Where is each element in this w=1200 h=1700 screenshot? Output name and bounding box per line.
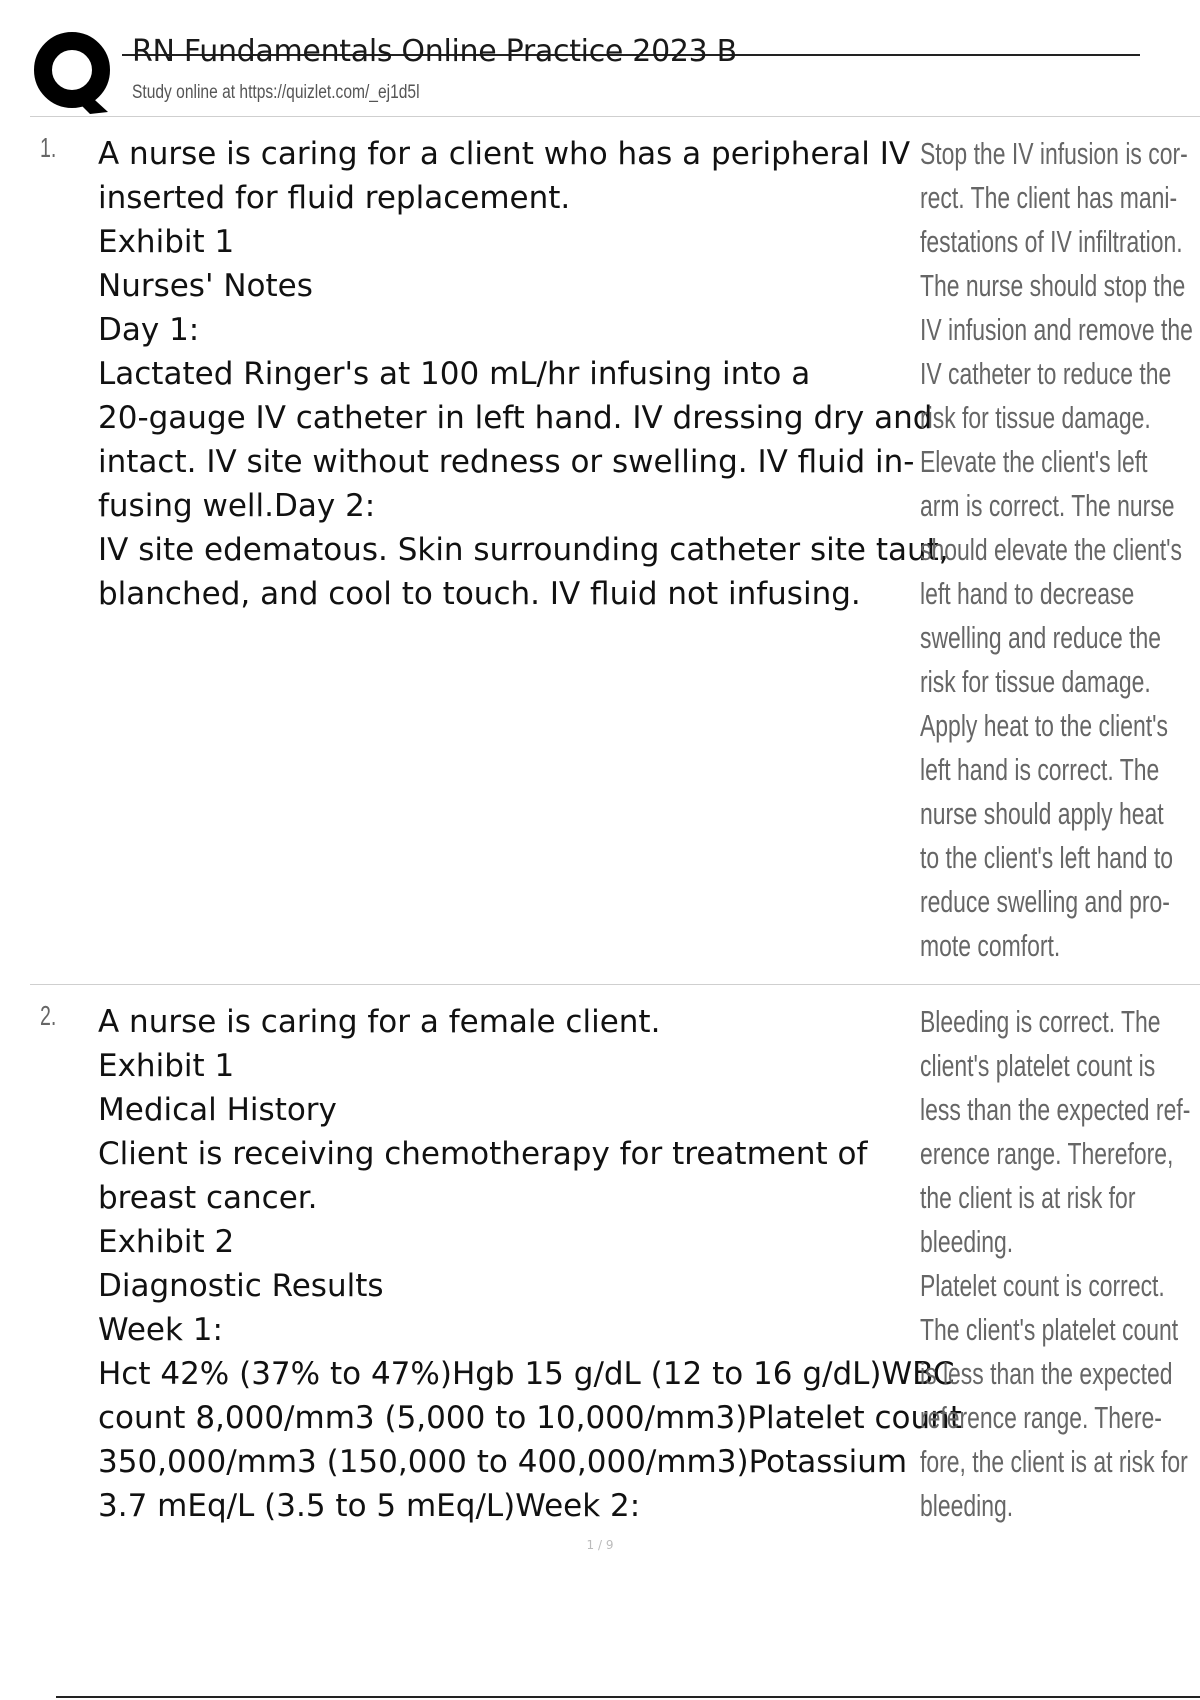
answer-line: risk for tissue damage. — [920, 400, 1151, 435]
question-line: inserted for fluid replacement. — [98, 180, 571, 216]
question-line: count 8,000/mm3 (5,000 to 10,000/mm3)Platelet count — [98, 1400, 962, 1436]
answer-line: The client's platelet count — [920, 1312, 1179, 1347]
card-number: 1. — [40, 132, 57, 163]
answer-line: Elevate the client's left — [920, 444, 1148, 479]
answer-line: nurse should apply heat — [920, 796, 1164, 831]
answer-line: to the client's left hand to — [920, 840, 1174, 875]
answer-line: Apply heat to the client's — [920, 708, 1168, 743]
study-online-link[interactable]: Study online at https://quizlet.com/_ej1d5l — [132, 82, 420, 103]
question-line: Diagnostic Results — [98, 1268, 384, 1304]
card-divider — [30, 984, 1200, 985]
question-line: 20-gauge IV catheter in left hand. IV dressing dry and — [98, 400, 933, 436]
answer-line: The nurse should stop the — [920, 268, 1186, 303]
answer-line: swelling and reduce the — [920, 620, 1162, 655]
answer-line: bleeding. — [920, 1224, 1014, 1259]
answer-line: Platelet count is correct. — [920, 1268, 1165, 1303]
question-line: A nurse is caring for a female client. — [98, 1004, 661, 1040]
card-answer — [920, 132, 1200, 968]
question-line: blanched, and cool to touch. IV fluid not infusing. — [98, 576, 861, 612]
card-number: 2. — [40, 1000, 57, 1031]
page-title[interactable]: RN Fundamentals Online Practice 2023 B — [132, 34, 737, 69]
quizlet-logo-icon — [32, 30, 116, 116]
question-line: A nurse is caring for a client who has a peripheral IV — [98, 136, 911, 172]
question-line: Nurses' Notes — [98, 268, 313, 304]
question-line: Day 1: — [98, 312, 200, 348]
answer-line: fore, the client is at risk for — [920, 1444, 1188, 1479]
card-answer — [920, 1000, 1200, 1528]
question-line: Client is receiving chemotherapy for treatment of — [98, 1136, 868, 1172]
question-line: intact. IV site without redness or swelling. IV fluid in- — [98, 444, 915, 480]
answer-line: reference range. There- — [920, 1400, 1162, 1435]
answer-line: should elevate the client's — [920, 532, 1182, 567]
question-line: Lactated Ringer's at 100 mL/hr infusing into a — [98, 356, 811, 392]
answer-line: is less than the expected — [920, 1356, 1173, 1391]
question-line: Exhibit 2 — [98, 1224, 235, 1260]
card-question — [98, 1000, 962, 1528]
question-line: Exhibit 1 — [98, 224, 235, 260]
question-line: Medical History — [98, 1092, 337, 1128]
answer-line: Stop the IV infusion is cor- — [920, 136, 1188, 171]
answer-line: client's platelet count is — [920, 1048, 1156, 1083]
answer-line: IV infusion and remove the — [920, 312, 1193, 347]
question-line: fusing well.Day 2: — [98, 488, 376, 524]
answer-line: reduce swelling and pro- — [920, 884, 1170, 919]
page-number: 1 / 9 — [586, 1538, 614, 1552]
answer-line: left hand is correct. The — [920, 752, 1160, 787]
page-header — [32, 30, 1140, 116]
answer-line: rect. The client has mani- — [920, 180, 1178, 215]
question-line: Hct 42% (37% to 47%)Hgb 15 g/dL (12 to 16 g/dL)WBC — [98, 1356, 955, 1392]
answer-line: erence range. Therefore, — [920, 1136, 1174, 1171]
answer-line: arm is correct. The nurse — [920, 488, 1175, 523]
footer-rule — [56, 1696, 1200, 1698]
answer-line: IV catheter to reduce the — [920, 356, 1172, 391]
header-divider — [30, 116, 1200, 117]
question-line: Exhibit 1 — [98, 1048, 235, 1084]
card-question — [98, 132, 948, 616]
question-line: IV site edematous. Skin surrounding catheter site taut, — [98, 532, 949, 568]
question-line: 3.7 mEq/L (3.5 to 5 mEq/L)Week 2: — [98, 1488, 641, 1524]
answer-line: mote comfort. — [920, 928, 1061, 963]
answer-line: left hand to decrease — [920, 576, 1135, 611]
answer-line: risk for tissue damage. — [920, 664, 1151, 699]
question-line: breast cancer. — [98, 1180, 318, 1216]
answer-line: festations of IV infiltration. — [920, 224, 1183, 259]
answer-line: the client is at risk for — [920, 1180, 1136, 1215]
question-line: Week 1: — [98, 1312, 223, 1348]
answer-line: Bleeding is correct. The — [920, 1004, 1161, 1039]
answer-line: less than the expected ref- — [920, 1092, 1191, 1127]
answer-line: bleeding. — [920, 1488, 1014, 1523]
question-line: 350,000/mm3 (150,000 to 400,000/mm3)Potassium — [98, 1444, 908, 1480]
